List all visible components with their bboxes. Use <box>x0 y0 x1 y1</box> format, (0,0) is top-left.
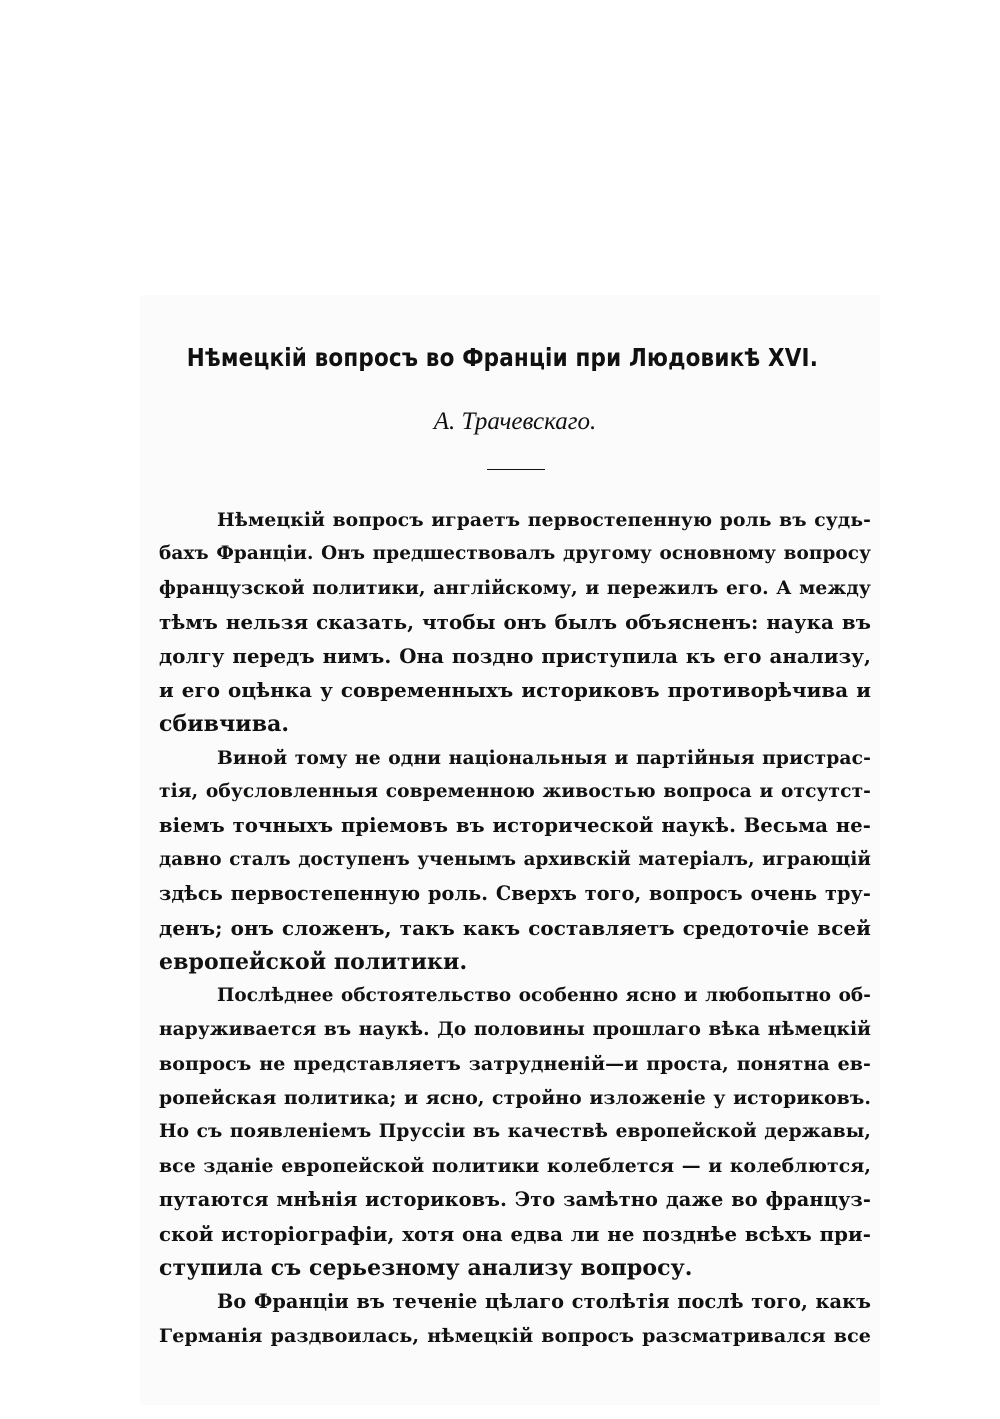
text-line: бахъ Франціи. Онъ предшествовалъ другому основному вопросу <box>159 543 871 564</box>
article-author: А. Трачевскаго. <box>433 408 597 435</box>
text-line: Но съ появленіемъ Пруссіи въ качествѣ европейской державы, <box>159 1121 871 1142</box>
text-line: все зданіе европейской политики колеблется — и колеблются, <box>159 1155 871 1177</box>
text-line: французской политики, англійскому, и пережилъ его. А между <box>159 577 871 599</box>
text-line: денъ; онъ сложенъ, такъ какъ составляетъ средоточіе всей <box>159 916 871 940</box>
text-line: наруживается въ наукѣ. До половины прошлаго вѣка нѣмецкій <box>159 1019 871 1040</box>
text-line: Во Франціи въ теченіе цѣлаго столѣтія послѣ того, какъ <box>217 1290 871 1313</box>
text-line: ской исторіографіи, хотя она едва ли не позднѣе всѣхъ при- <box>159 1222 871 1246</box>
text-line: сбивчива. <box>159 711 290 737</box>
text-line: здѣсь первостепенную роль. Сверхъ того, вопросъ очень тру- <box>159 882 871 905</box>
text-line: віемъ точныхъ пріемовъ въ исторической наукѣ. Весьма не- <box>159 814 871 837</box>
text-line: путаются мнѣнія историковъ. Это замѣтно даже во француз- <box>159 1188 871 1211</box>
text-line: Нѣмецкій вопросъ играетъ первостепенную роль въ судь- <box>217 509 871 531</box>
text-line: ропейская политика; и ясно, стройно изложеніе у историковъ. <box>159 1087 871 1109</box>
text-line: тѣмъ нельзя сказать, чтобы онъ былъ объясненъ: наука въ <box>159 610 871 634</box>
text-line: давно сталъ доступенъ ученымъ архивскій матеріалъ, играющій <box>159 849 871 870</box>
text-line: долгу передъ нимъ. Она поздно приступила къ его анализу, <box>159 644 871 668</box>
title-separator-rule <box>487 469 545 470</box>
text-line: и его оцѣнка у современныхъ историковъ противорѣчива и <box>159 678 871 702</box>
text-line: тія, обусловленныя современною живостью вопроса и отсутст- <box>159 781 871 802</box>
text-line: Послѣднее обстоятельство особенно ясно и любопытно об- <box>217 985 871 1006</box>
text-line: вопросъ не представляетъ затрудненій—и проста, понятна ев- <box>159 1053 871 1075</box>
text-line: ступила съ серьезному анализу вопросу. <box>159 1255 693 1281</box>
article-body <box>159 503 871 1353</box>
text-line: Виной тому не одни національныя и партійныя пристрас- <box>217 747 871 769</box>
text-line: европейской политики. <box>159 949 468 975</box>
article-title: Нѣмецкій вопросъ во Франціи при Людовикѣ XVI. <box>186 343 819 372</box>
text-line: Германія раздвоилась, нѣмецкій вопросъ разсматривался все <box>159 1325 871 1347</box>
